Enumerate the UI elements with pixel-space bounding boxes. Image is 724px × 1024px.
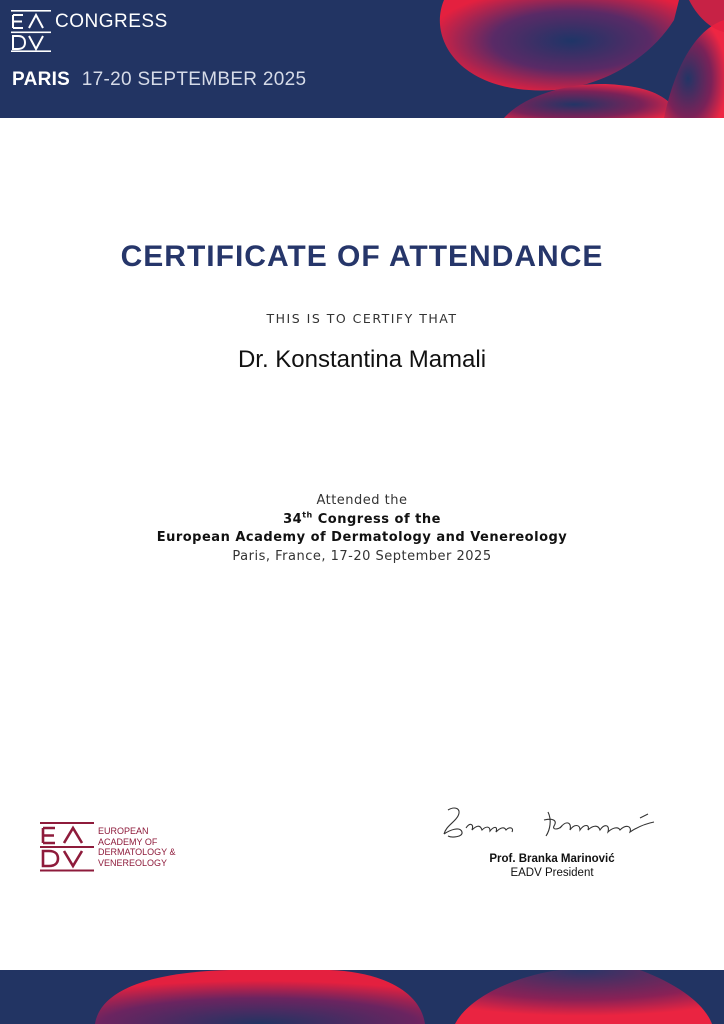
attendance-details: [0, 492, 724, 566]
congress-label: CONGRESS: [55, 11, 168, 32]
ordinal-suffix: th: [302, 510, 313, 520]
event-dates: 17-20 SEPTEMBER 2025: [81, 69, 307, 90]
congress-of-text: Congress of the: [312, 511, 441, 527]
eadv-name-line-2: ACADEMY OF: [98, 836, 158, 847]
certificate-title: CERTIFICATE OF ATTENDANCE: [120, 240, 604, 273]
eadv-name-line-3: DERMATOLOGY &: [98, 847, 176, 857]
eadv-logo: [40, 822, 94, 872]
attended-line: Attended the: [316, 493, 408, 508]
eadv-full-name: [98, 826, 176, 868]
footer-banner: [0, 970, 724, 1024]
signatory-role: EADV President: [510, 867, 594, 879]
eadv-name-line-1: EUROPEAN: [98, 826, 149, 836]
congress-line: [0, 511, 724, 530]
event-line: [12, 69, 306, 91]
event-city: PARIS: [12, 69, 71, 90]
handwritten-signature: [440, 800, 680, 845]
eadv-name-line-4: VENEREOLOGY: [98, 857, 168, 868]
eadv-logo-icon: [11, 10, 51, 52]
abstract-red-shapes: [434, 0, 724, 118]
recipient-name: Dr. Konstantina Mamali: [237, 346, 487, 373]
header-banner: [0, 0, 724, 118]
location-dates: Paris, France, 17-20 September 2025: [232, 548, 492, 564]
signatory-name: Prof. Branka Marinović: [489, 853, 615, 865]
congress-number: 34: [283, 511, 303, 527]
certify-line: THIS IS TO CERTIFY THAT: [266, 311, 458, 326]
abstract-red-shapes-footer: [0, 970, 724, 1024]
organization-name: European Academy of Dermatology and Venereology: [156, 530, 568, 545]
